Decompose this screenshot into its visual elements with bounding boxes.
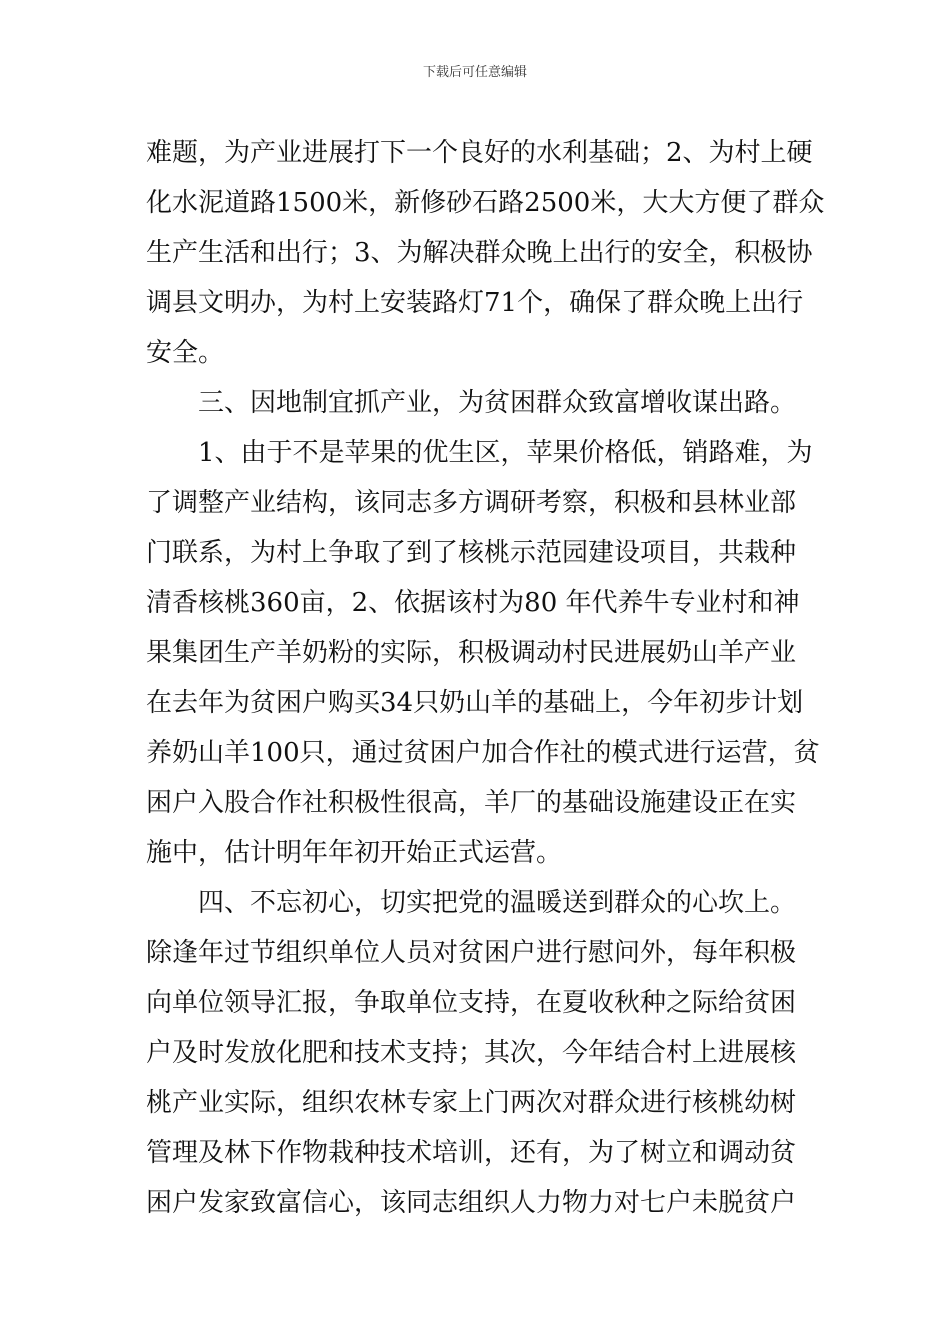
section-heading: 四、不忘初心，切实把党的温暖送到群众的心坎上。 (198, 888, 797, 918)
text-line: 困户发家致富信心，该同志组织人力物力对七户未脱贫户 (146, 1188, 797, 1218)
text-line: 户及时发放化肥和技术支持；其次，今年结合村上进展核 (146, 1038, 797, 1068)
text-line: 安全。 (146, 338, 225, 368)
section-heading: 三、因地制宜抓产业，为贫困群众致富增收谋出路。 (198, 388, 797, 418)
text-line: 生产生活和出行；3、为解决群众晚上出行的安全，积极协 (146, 238, 813, 268)
body-text (146, 128, 825, 1228)
text-line: 桃产业实际，组织农林专家上门两次对群众进行核桃幼树 (146, 1088, 797, 1118)
text-line: 管理及林下作物栽种技术培训，还有，为了树立和调动贫 (146, 1138, 797, 1168)
text-line: 门联系，为村上争取了到了核桃示范园建设项目，共栽种 (146, 538, 797, 568)
page-header: 下载后可任意编辑 (422, 65, 527, 80)
text-line: 果集团生产羊奶粉的实际，积极调动村民进展奶山羊产业 (146, 638, 797, 668)
text-line: 清香核桃360亩，2、依据该村为80 年代养牛专业村和神 (146, 588, 800, 618)
text-line: 1、由于不是苹果的优生区，苹果价格低，销路难，为 (198, 438, 813, 468)
text-line: 了调整产业结构，该同志多方调研考察，积极和县林业部 (146, 488, 797, 518)
text-line: 向单位领导汇报，争取单位支持，在夏收秋种之际给贫困 (146, 988, 797, 1018)
text-line: 调县文明办，为村上安装路灯71个，确保了群众晚上出行 (146, 288, 804, 318)
text-line: 施中，估计明年年初开始正式运营。 (146, 838, 563, 868)
text-line: 养奶山羊100只，通过贫困户加合作社的模式进行运营，贫 (146, 738, 820, 768)
text-line: 化水泥道路1500米，新修砂石路2500米，大大方便了群众 (146, 188, 825, 218)
text-line: 困户入股合作社积极性很高，羊厂的基础设施建设正在实 (146, 788, 797, 818)
text-line: 在去年为贫困户购买34只奶山羊的基础上，今年初步计划 (146, 688, 804, 718)
text-line: 难题，为产业进展打下一个良好的水利基础；2、为村上硬 (146, 138, 813, 168)
text-line: 除逢年过节组织单位人员对贫困户进行慰问外，每年积极 (146, 938, 797, 968)
